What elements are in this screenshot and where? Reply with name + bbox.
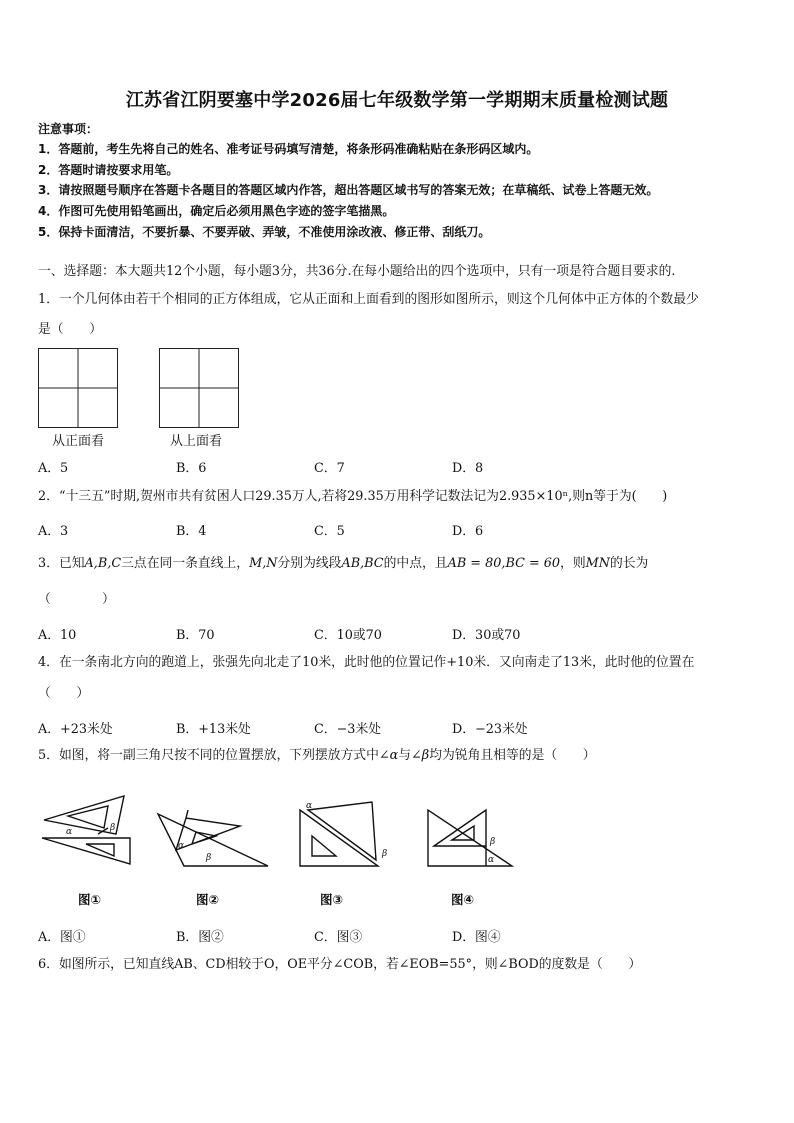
q1-front-view-figure — [38, 348, 118, 428]
q5-figure-3-label: 图③ — [320, 892, 344, 907]
q3-stem-part: 3．已知 — [38, 556, 85, 571]
q3-options — [38, 624, 738, 642]
q3-condition: AB = 80,BC = 60 — [447, 556, 561, 571]
q1-option-d: D．8 — [452, 461, 484, 476]
q3-stem-cont: （ ） — [38, 592, 115, 607]
q2-option-a: A．3 — [38, 524, 69, 539]
q4-stem-cont: （ ） — [38, 686, 90, 701]
svg-text:β: β — [110, 823, 116, 833]
q3-stem-part: ，则 — [560, 556, 586, 571]
q5-figure-2-label: 图② — [196, 892, 220, 907]
q5-option-c: C．图③ — [314, 930, 363, 945]
q3-option-b: B．70 — [176, 628, 215, 643]
q2-stem: 2．“十三五”时期,贺州市共有贫困人口29.35万人,若将29.35万用科学记数法记为2.935×10ⁿ,则n等于为( ) — [38, 489, 668, 504]
q4-option-b: B．+13米处 — [176, 722, 251, 737]
section-heading: 一、选择题：本大题共12个小题，每小题3分，共36分.在每小题给出的四个选项中，只有一项是符合题目要求的. — [38, 264, 676, 279]
q3-points-abc: A,B,C — [84, 556, 122, 571]
q1-options — [38, 457, 738, 475]
notice-item-1: 1．答题前，考生先将自己的姓名、准考证号码填写清楚，将条形码准确粘贴在条形码区域内。 — [38, 142, 539, 156]
q5-figure-2 — [156, 800, 274, 870]
notice-item-3: 3．请按照题号顺序在答题卡各题目的答题区域内作答，超出答题区域书写的答案无效；在草稿纸、试卷上答题无效。 — [38, 183, 659, 197]
q6-stem: 6．如图所示，已知直线AB、CD相较于O，OE平分∠COB，若∠EOB=55°，则∠BOD的度数是（ ） — [38, 957, 642, 972]
q5-figure-4-label: 图④ — [451, 892, 475, 907]
q5-options — [38, 926, 738, 944]
q2-options — [38, 520, 738, 538]
q3-stem-part: 三点在同一条直线上， — [121, 556, 250, 571]
q5-beta: β — [421, 748, 430, 763]
q5-option-a: A．图① — [38, 930, 86, 945]
q5-stem-part: 5．如图，将一副三角尺按不同的位置摆放，下列摆放方式中∠ — [38, 748, 390, 763]
q3-option-a: A．10 — [38, 628, 77, 643]
q2-option-b: B．4 — [176, 524, 207, 539]
q3-segment-mn: MN — [585, 556, 610, 571]
svg-text:α: α — [488, 855, 495, 865]
exam-title: 江苏省江阴要塞中学2026届七年级数学第一学期期末质量检测试题 — [125, 90, 669, 111]
q1-option-a: A．5 — [38, 461, 69, 476]
q1-option-c: C．7 — [314, 461, 345, 476]
q5-stem-part: 与∠ — [398, 748, 422, 763]
svg-text:β: β — [206, 853, 212, 863]
q3-stem-part: 分别为线段 — [277, 556, 342, 571]
notice-item-2: 2．答题时请按要求用笔。 — [38, 163, 179, 177]
q5-figure-1 — [38, 794, 138, 866]
q3-stem-part: 的中点，且 — [383, 556, 448, 571]
q2-option-d: D．6 — [452, 524, 484, 539]
q3-stem-part: 的长为 — [609, 556, 649, 571]
q5-alpha: α — [389, 748, 399, 763]
q1-front-caption: 从正面看 — [52, 434, 105, 449]
q5-option-b: B．图② — [176, 930, 224, 945]
q3-points-mn: M,N — [249, 556, 278, 571]
svg-text:α: α — [66, 827, 73, 837]
q1-stem-cont: 是（ ） — [38, 322, 102, 337]
svg-text:α: α — [178, 841, 185, 851]
q4-stem: 4．在一条南北方向的跑道上，张强先向北走了10米，此时他的位置记作+10米．又向南走了13米，此时他的位置在 — [38, 655, 695, 670]
q5-stem-part: 均为锐角且相等的是（ ） — [429, 748, 596, 763]
q5-figure-3 — [296, 800, 396, 870]
q1-stem: 1．一个几何体由若干个相同的正方体组成，它从正面和上面看到的图形如图所示，则这个几何体中正方体的个数最少 — [38, 292, 699, 307]
q3-segments: AB,BC — [341, 556, 384, 571]
q3-option-d: D．30或70 — [452, 628, 521, 643]
q3-stem — [38, 556, 648, 572]
q5-option-d: D．图④ — [452, 930, 501, 945]
q5-figure-4 — [426, 806, 516, 870]
q5-stem — [38, 748, 596, 764]
q5-figure-1-label: 图① — [78, 892, 102, 907]
q3-option-c: C．10或70 — [314, 628, 382, 643]
q4-option-a: A．+23米处 — [38, 722, 113, 737]
svg-text:β: β — [490, 837, 496, 847]
q1-top-caption: 从上面看 — [170, 434, 223, 449]
q4-option-d: D．−23米处 — [452, 722, 528, 737]
q1-top-view-figure — [159, 348, 239, 428]
notice-item-4: 4．作图可先使用铅笔画出，确定后必须用黑色字迹的签字笔描黑。 — [38, 204, 395, 218]
notice-item-5: 5．保持卡面清洁，不要折暴、不要弄破、弄皱，不准使用涂改液、修正带、刮纸刀。 — [38, 225, 491, 239]
notice-heading: 注意事项： — [38, 122, 99, 136]
q4-options — [38, 718, 738, 736]
svg-text:α: α — [306, 801, 313, 811]
q4-option-c: C．−3米处 — [314, 722, 382, 737]
svg-text:β: β — [382, 849, 388, 859]
q1-option-b: B．6 — [176, 461, 207, 476]
q2-option-c: C．5 — [314, 524, 345, 539]
